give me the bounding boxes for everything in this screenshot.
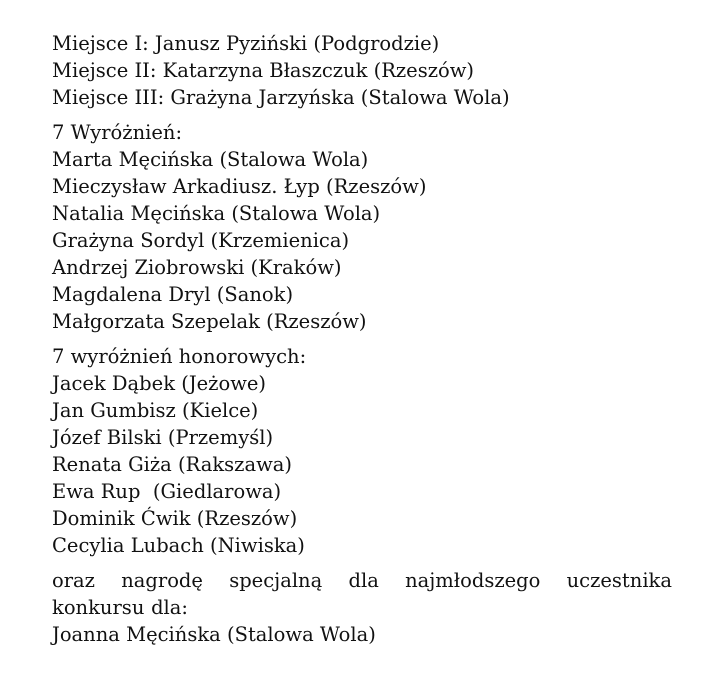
place-2: Miejsce II: Katarzyna Błaszczuk (Rzeszów) (52, 59, 475, 82)
honorary-item: Dominik Ćwik (Rzeszów) (52, 507, 298, 530)
honorary-item: Jacek Dąbek (Jeżowe) (52, 372, 267, 395)
place-1: Miejsce I: Janusz Pyziński (Podgrodzie) (52, 32, 440, 55)
distinction-item: Andrzej Ziobrowski (Kraków) (52, 256, 342, 279)
distinction-item: Małgorzata Szepelak (Rzeszów) (52, 310, 367, 333)
special-award-section (52, 567, 672, 648)
honorary-item: Jan Gumbisz (Kielce) (52, 399, 259, 422)
distinctions-heading: 7 Wyróżnień: (52, 121, 183, 144)
distinction-item: Mieczysław Arkadiusz. Łyp (Rzeszów) (52, 175, 427, 198)
honorary-item: Józef Bilski (Przemyśl) (52, 426, 274, 449)
honorary-section (52, 343, 672, 559)
honorary-item: Ewa Rup (Giedlarowa) (52, 480, 282, 503)
special-award-winner: Joanna Męcińska (Stalowa Wola) (52, 623, 376, 646)
distinctions-section (52, 119, 672, 335)
distinction-item: Natalia Męcińska (Stalowa Wola) (52, 202, 381, 225)
honorary-heading: 7 wyróżnień honorowych: (52, 345, 307, 368)
honorary-item: Cecylia Lubach (Niwiska) (52, 534, 305, 557)
distinction-item: Grażyna Sordyl (Krzemienica) (52, 229, 350, 252)
special-award-text: oraz nagrodę specjalną dla najmłodszego uczestnika konkursu dla: (52, 569, 672, 619)
place-3: Miejsce III: Grażyna Jarzyńska (Stalowa Wola) (52, 86, 510, 109)
places-section (52, 30, 672, 111)
distinction-item: Magdalena Dryl (Sanok) (52, 283, 294, 306)
honorary-item: Renata Giża (Rakszawa) (52, 453, 292, 476)
distinction-item: Marta Męcińska (Stalowa Wola) (52, 148, 369, 171)
document-page (52, 30, 672, 656)
